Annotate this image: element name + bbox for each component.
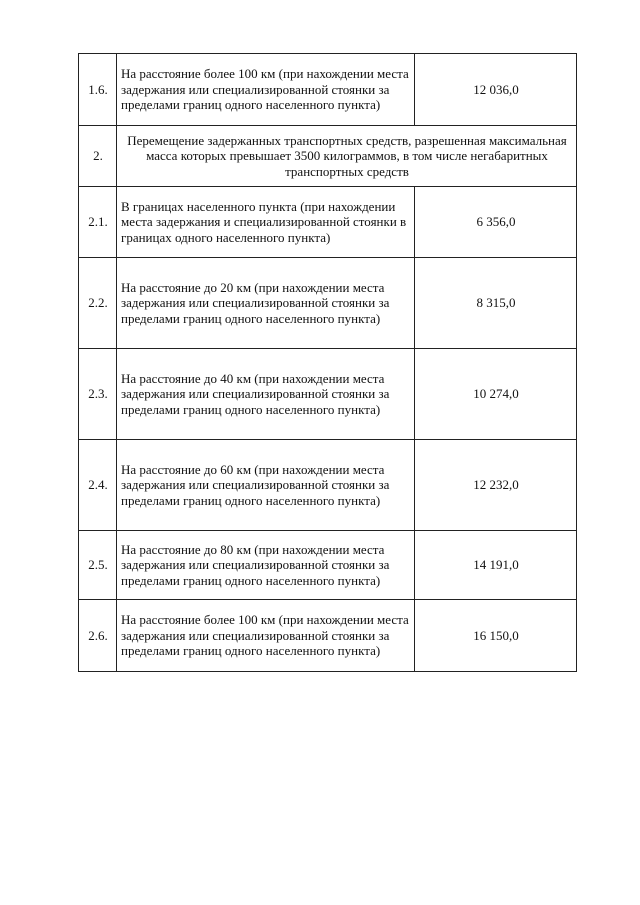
row-description: В границах населенного пункта (при нахождении места задержания и специализированной стоянки в границах одного населенного пункта)	[117, 187, 415, 258]
tariff-table	[78, 53, 577, 672]
row-number: 2.	[79, 126, 117, 187]
row-number: 2.5.	[79, 531, 117, 600]
table-row	[79, 54, 577, 126]
table-row	[79, 440, 577, 531]
table-row	[79, 600, 577, 672]
row-number: 2.3.	[79, 349, 117, 440]
row-description: Перемещение задержанных транспортных средств, разрешенная максимальная масса которых превышает 3500 килограммов, в том числе негабаритных транспортных средств	[117, 126, 577, 187]
table-row	[79, 349, 577, 440]
row-description: На расстояние более 100 км (при нахождении места задержания или специализированной стоянки за пределами границ одного населенного пункта)	[117, 54, 415, 126]
row-price: 12 232,0	[415, 440, 577, 531]
row-number: 2.6.	[79, 600, 117, 672]
table-row	[79, 187, 577, 258]
row-price: 6 356,0	[415, 187, 577, 258]
row-number: 2.1.	[79, 187, 117, 258]
row-number: 2.4.	[79, 440, 117, 531]
row-price: 10 274,0	[415, 349, 577, 440]
row-description: На расстояние более 100 км (при нахождении места задержания или специализированной стоянки за пределами границ одного населенного пункта)	[117, 600, 415, 672]
row-number: 2.2.	[79, 258, 117, 349]
table-row	[79, 531, 577, 600]
row-price: 12 036,0	[415, 54, 577, 126]
table-row	[79, 126, 577, 187]
row-description: На расстояние до 20 км (при нахождении места задержания или специализированной стоянки за пределами границ одного населенного пункта)	[117, 258, 415, 349]
row-price: 14 191,0	[415, 531, 577, 600]
row-number: 1.6.	[79, 54, 117, 126]
row-description: На расстояние до 40 км (при нахождении места задержания или специализированной стоянки за пределами границ одного населенного пункта)	[117, 349, 415, 440]
row-description: На расстояние до 80 км (при нахождении места задержания или специализированной стоянки за пределами границ одного населенного пункта)	[117, 531, 415, 600]
row-price: 16 150,0	[415, 600, 577, 672]
table-row	[79, 258, 577, 349]
row-description: На расстояние до 60 км (при нахождении места задержания или специализированной стоянки за пределами границ одного населенного пункта)	[117, 440, 415, 531]
row-price: 8 315,0	[415, 258, 577, 349]
